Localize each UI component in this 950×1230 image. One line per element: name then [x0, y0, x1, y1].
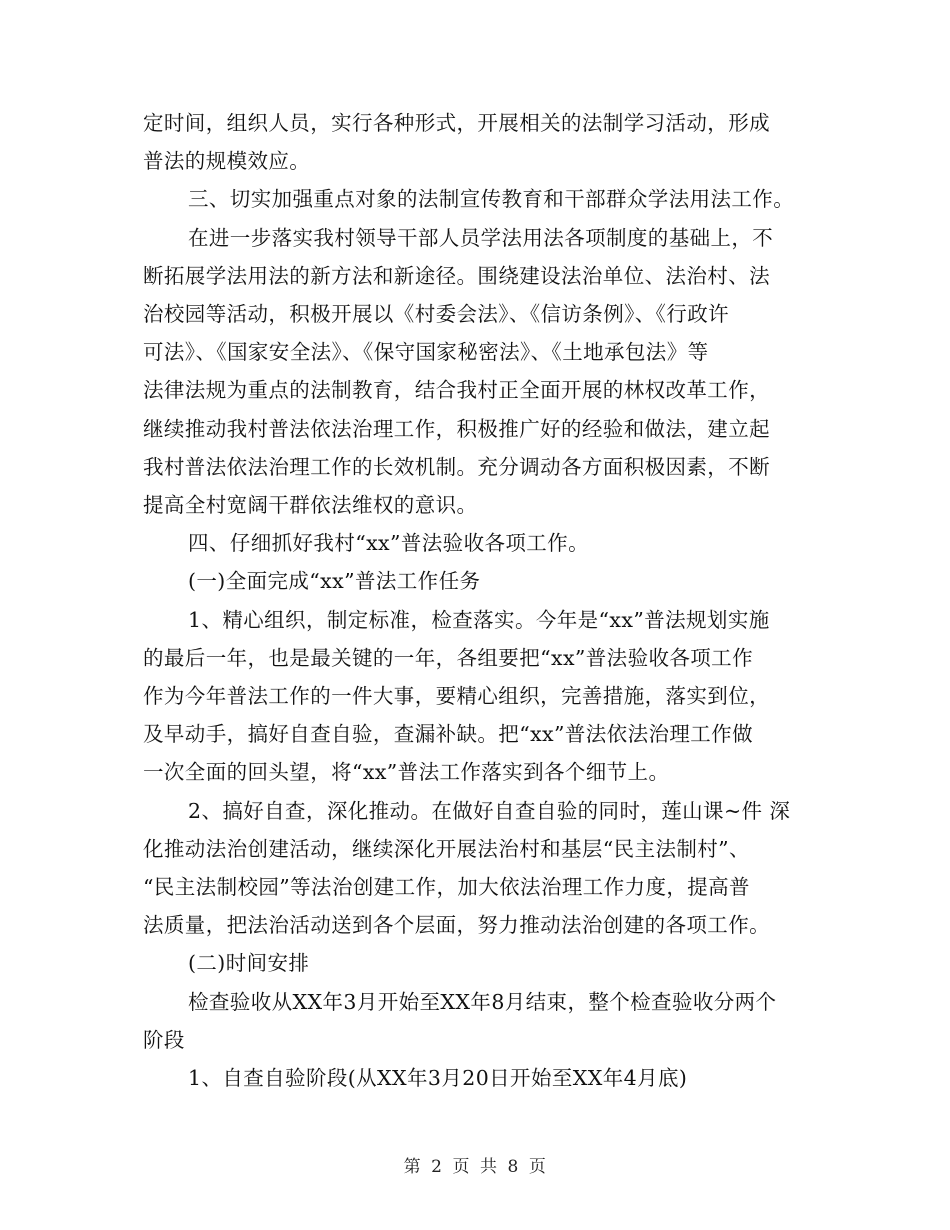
- text-line: 继续推动我村普法依法治理工作，积极推广好的经验和做法，建立起: [143, 416, 770, 441]
- text-line: 1、精心组织，制定标准，检查落实。今年是“xx”普法规划实施: [188, 607, 770, 632]
- text-line: (二)时间安排: [188, 951, 310, 976]
- text-line: 普法的规模效应。: [143, 149, 311, 174]
- footer-prefix: 第: [403, 1157, 422, 1177]
- page-footer: [0, 1152, 950, 1177]
- text-line: “民主法制校园”等法治创建工作，加大依法治理工作力度，提高普: [143, 875, 750, 900]
- footer-suffix: 页: [528, 1157, 547, 1177]
- text-line: 一次全面的回头望，将“xx”普法工作落实到各个细节上。: [143, 760, 670, 785]
- text-line: 三、切实加强重点对象的法制宣传教育和干部群众学法用法工作。: [188, 187, 795, 212]
- text-line: 在进一步落实我村领导干部人员学法用法各项制度的基础上，不: [188, 225, 774, 250]
- text-line: 定时间，组织人员，实行各种形式，开展相关的法制学习活动，形成: [143, 111, 770, 135]
- text-line: 提高全村宽阔干群依法维权的意识。: [143, 493, 478, 518]
- footer-page-label: 页: [452, 1157, 470, 1177]
- text-block: [143, 104, 813, 1097]
- text-line: 法质量，把法治活动送到各个层面，努力推动法治创建的各项工作。: [143, 913, 770, 938]
- text-line: 化推动法治创建活动，继续深化开展法治村和基层“民主法制村”、: [143, 836, 750, 861]
- footer-total-label: 共: [480, 1157, 498, 1177]
- text-line: 我村普法依法治理工作的长效机制。充分调动各方面积极因素，不断: [143, 454, 770, 479]
- text-line: (一)全面完成“xx”普法工作任务: [188, 569, 481, 594]
- footer-current-page: 2: [431, 1157, 443, 1177]
- text-line: 四、仔细抓好我村“xx”普法验收各项工作。: [188, 531, 589, 556]
- text-line: 的最后一年，也是最关键的一年，各组要把“xx”普法验收各项工作: [143, 645, 753, 670]
- text-line: 断拓展学法用法的新方法和新途径。围绕建设法治单位、法治村、法: [143, 263, 770, 288]
- document-body: [143, 104, 813, 1097]
- footer-total-pages: 8: [507, 1157, 519, 1177]
- text-line: 法律法规为重点的法制教育，结合我村正全面开展的林权改革工作，: [143, 378, 770, 403]
- text-line: 2、搞好自查，深化推动。在做好自查自验的同时，莲山课~件 深: [188, 798, 791, 823]
- text-line: 可法》、《国家安全法》、《保守国家秘密法》、《土地承包法》等: [143, 340, 709, 365]
- text-line: 检查验收从XX年3月开始至XX年8月结束，整个检查验收分两个: [188, 989, 777, 1014]
- text-line: 治校园等活动，积极开展以《村委会法》、《信访条例》、《行政许: [143, 302, 729, 327]
- text-line: 及早动手，搞好自查自验，查漏补缺。把“xx”普法依法治理工作做: [143, 722, 753, 747]
- text-line: 1、自查自验阶段(从XX年3月20日开始至XX年4月底): [188, 1066, 688, 1091]
- text-line: 阶段: [143, 1027, 185, 1052]
- text-line: 作为今年普法工作的一件大事，要精心组织，完善措施，落实到位，: [143, 684, 770, 709]
